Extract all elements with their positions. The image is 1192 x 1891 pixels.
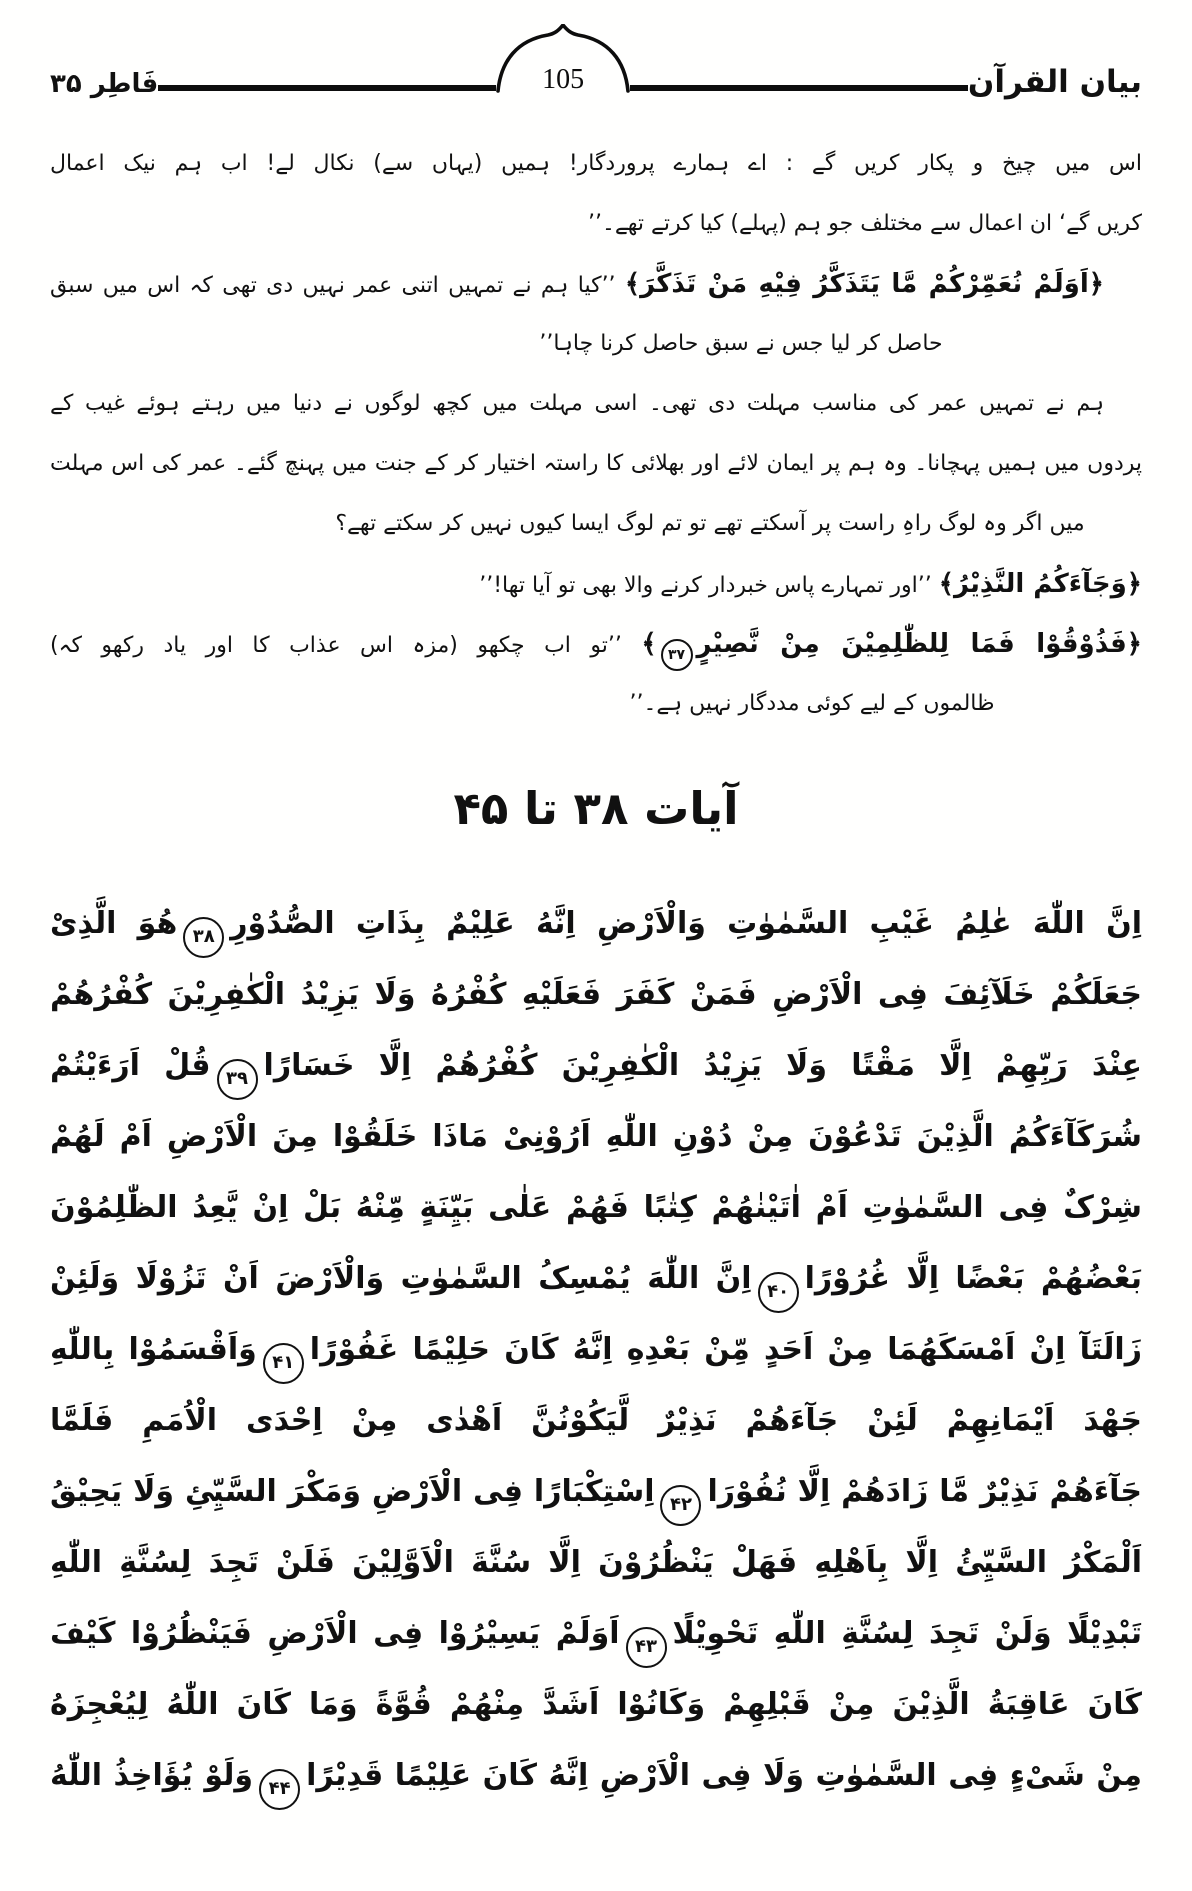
quran-line [50, 1598, 1142, 1669]
urdu-text-segment: هُوَ الَّذِیْ [50, 906, 178, 941]
arabic-quote-segment: ﴿وَجَآءَکُمُ النَّذِیْرُ﴾ [938, 569, 1142, 599]
urdu-text-segment: پردوں میں ہمیں پہچانا۔ وہ ہم پر ایمان لائے اور بھلائی کا راستہ اختیار کر کے جنت میں پہنچ گئے۔ عمر کی اس مہلت [50, 451, 1142, 476]
urdu-commentary-section [50, 134, 1142, 734]
commentary-line [50, 254, 1142, 314]
ayah-number-badge: ۴۰ [758, 1272, 799, 1313]
urdu-text-segment: ’’تو اب چکھو (مزہ اس عذاب کا اور یاد رکھو کہ) [50, 633, 642, 658]
urdu-text-segment: اَوَلَمْ یَسِیْرُوْا فِی الْاَرْضِ فَیَنْظُرُوْا کَیْفَ [50, 1616, 620, 1651]
header-rule-left [158, 85, 496, 91]
ayah-number-badge: ۴۴ [259, 1769, 300, 1810]
quran-line [50, 888, 1142, 959]
commentary-line [50, 614, 1142, 674]
commentary-line [50, 434, 1142, 494]
verses-range-heading: آیات ۳۸ تا ۴۵ [453, 782, 739, 835]
quran-line [50, 1030, 1142, 1101]
commentary-line [50, 674, 1142, 734]
quran-line [50, 1740, 1142, 1811]
quran-line [50, 1527, 1142, 1598]
urdu-text-segment: مِنْ شَیْءٍ فِی السَّمٰوٰتِ وَلَا فِی الْاَرْضِ اِنَّهُ کَانَ عَلِیْمًا قَدِیْرًا [306, 1758, 1142, 1793]
urdu-text-segment: ظالموں کے لیے کوئی مددگار نہیں ہے۔’’ [629, 691, 995, 716]
urdu-text-segment: میں اگر وہ لوگ راہِ راست پر آسکتے تھے تو تم لوگ ایسا کیوں نہیں کر سکتے تھے؟ [335, 511, 1085, 536]
ayah-number-badge: ۳۹ [217, 1059, 258, 1100]
urdu-text-segment: ہم نے تمہیں عمر کی مناسب مہلت دی تھی۔ اسی مہلت میں کچھ لوگوں نے دنیا میں رہتے ہوئے غیب کے [50, 391, 1104, 416]
quran-line [50, 959, 1142, 1030]
ayah-number-badge: ۴۳ [626, 1627, 667, 1668]
ayah-number-badge: ۳۷ [661, 639, 693, 671]
urdu-text-segment: بَعْضُهُمْ بَعْضًا اِلَّا غُرُوْرًا [804, 1261, 1142, 1296]
quran-line [50, 1314, 1142, 1385]
commentary-line [50, 314, 1142, 374]
urdu-text-segment: اِنَّ اللّٰهَ عٰلِمُ غَیْبِ السَّمٰوٰتِ وَالْاَرْضِ اِنَّهُ عَلِیْمٌ بِذَاتِ الصُّدُوْرِ [230, 906, 1142, 941]
ayah-number-badge: ۴۲ [660, 1485, 701, 1526]
urdu-text-segment: کَانَ عَاقِبَةُ الَّذِیْنَ مِنْ قَبْلِهِمْ وَکَانُوْا اَشَدَّ مِنْهُمْ قُوَّةً وَمَا کَانَ اللّٰهُ لِیُعْجِزَهُ [50, 1687, 1142, 1722]
book-title: بیان القرآن [967, 63, 1142, 100]
header-rule-right [630, 85, 968, 91]
urdu-text-segment: شُرَکَآءَکُمُ الَّذِیْنَ تَدْعُوْنَ مِنْ دُوْنِ اللّٰهِ اَرُوْنِیْ مَاذَا خَلَقُوْا مِنَ الْاَرْضِ اَمْ لَهُمْ [50, 1119, 1142, 1154]
urdu-text-segment: جَآءَهُمْ نَذِیْرٌ مَّا زَادَهُمْ اِلَّا نُفُوْرَا [707, 1474, 1142, 1509]
page-number-dome-ornament [496, 24, 630, 100]
quran-line [50, 1385, 1142, 1456]
urdu-text-segment: قُلْ اَرَءَیْتُمْ [50, 1048, 211, 1083]
quran-line [50, 1243, 1142, 1314]
urdu-text-segment: جَعَلَکُمْ خَلَآئِفَ فِی الْاَرْضِ فَمَنْ کَفَرَ فَعَلَیْهِ کُفْرُهُ وَلَا یَزِیْدُ الْکٰفِرِیْنَ کُفْرُهُمْ [50, 977, 1142, 1012]
urdu-text-segment: ’’کیا ہم نے تمہیں اتنی عمر نہیں دی تھی کہ اس میں سبق [50, 273, 625, 298]
urdu-text-segment: کریں گے‘ ان اعمال سے مختلف جو ہم (پہلے) کیا کرتے تھے۔’’ [587, 211, 1142, 236]
commentary-line [50, 134, 1142, 194]
arabic-quote-segment: ﴿اَوَلَمْ نُعَمِّرْکُمْ مَّا یَتَذَکَّرُ فِیْهِ مَنْ تَذَکَّرَ﴾ [624, 269, 1104, 299]
quran-line [50, 1172, 1142, 1243]
commentary-line [50, 374, 1142, 434]
urdu-text-segment: اس میں چیخ و پکار کریں گے : اے ہمارے پروردگار! ہمیں (یہاں سے) نکال لے! اب ہم نیک اعمال [50, 151, 1142, 176]
urdu-text-segment: حاصل کر لیا جس نے سبق حاصل کرنا چاہا’’ [539, 331, 943, 356]
urdu-text-segment: وَلَوْ یُؤَاخِذُ اللّٰهُ [50, 1758, 254, 1793]
urdu-text-segment: اَلْمَکْرُ السَّیِّئُ اِلَّا بِاَهْلِهِ فَهَلْ یَنْظُرُوْنَ اِلَّا سُنَّةَ الْاَوَّلِیْنَ فَلَنْ تَجِدَ لِسُنَّةِ اللّٰهِ [50, 1545, 1142, 1580]
urdu-text-segment: وَاَقْسَمُوْا بِاللّٰهِ [50, 1332, 257, 1367]
quran-line [50, 1669, 1142, 1740]
page-header [50, 24, 1142, 100]
quran-line [50, 1101, 1142, 1172]
arabic-quote-segment: ﴾ [641, 629, 657, 659]
arabic-quote-segment: ﴿فَذُوْقُوْا فَمَا لِلظّٰلِمِیْنَ مِنْ نَّصِیْرٍ [696, 629, 1142, 659]
quran-line [50, 1456, 1142, 1527]
page-number: 105 [542, 64, 585, 95]
urdu-text-segment: اِسْتِکْبَارًا فِی الْاَرْضِ وَمَکْرَ السَّیِّئِ وَلَا یَحِیْقُ [50, 1474, 655, 1509]
ayah-number-badge: ۴۱ [263, 1343, 304, 1384]
urdu-text-segment: تَبْدِیْلًا وَلَنْ تَجِدَ لِسُنَّةِ اللّٰهِ تَحْوِیْلًا [672, 1616, 1142, 1651]
quran-text-block [50, 888, 1142, 1811]
surah-label: فَاطِر ۳۵ [50, 69, 159, 100]
urdu-text-segment: جَهْدَ اَیْمَانِهِمْ لَئِنْ جَآءَهُمْ نَذِیْرٌ لَّیَکُوْنُنَّ اَهْدٰی مِنْ اِحْدَی الْاُمَمِ فَلَمَّا [50, 1403, 1142, 1438]
commentary-line [50, 554, 1142, 614]
commentary-line [50, 494, 1142, 554]
urdu-text-segment: عِنْدَ رَبِّهِمْ اِلَّا مَقْتًا وَلَا یَزِیْدُ الْکٰفِرِیْنَ کُفْرُهُمْ اِلَّا خَسَارًا [263, 1048, 1142, 1083]
urdu-text-segment: ’’اور تمہارے پاس خبردار کرنے والا بھی تو آیا تھا!’’ [479, 573, 939, 598]
urdu-text-segment: شِرْکٌ فِی السَّمٰوٰتِ اَمْ اٰتَیْنٰهُمْ کِتٰبًا فَهُمْ عَلٰی بَیِّنَةٍ مِّنْهُ بَلْ اِنْ یَّعِدُ الظّٰلِمُوْنَ [50, 1190, 1142, 1225]
ayah-number-badge: ۳۸ [183, 917, 224, 958]
commentary-line [50, 194, 1142, 254]
urdu-text-segment: زَالَتَآ اِنْ اَمْسَکَهُمَا مِنْ اَحَدٍ مِّنْ بَعْدِهِ اِنَّهُ کَانَ حَلِیْمًا غَفُوْرًا [309, 1332, 1142, 1367]
urdu-text-segment: اِنَّ اللّٰهَ یُمْسِکُ السَّمٰوٰتِ وَالْاَرْضَ اَنْ تَزُوْلَا وَلَئِنْ [50, 1261, 752, 1296]
